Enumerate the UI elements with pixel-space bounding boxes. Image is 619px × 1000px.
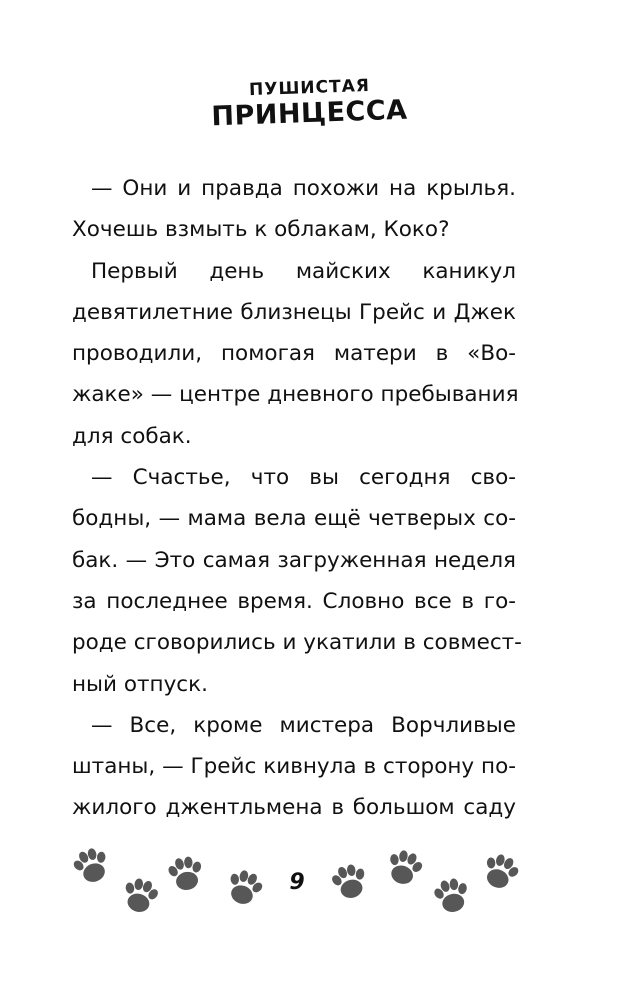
- text-line: — Все, кроме мистера Ворчливые: [91, 712, 516, 738]
- text-line: для собак.: [72, 423, 192, 449]
- text-line: — Они и правда похожи на крылья.: [91, 176, 516, 201]
- paw-print-icon: [69, 845, 114, 887]
- paw-print-icon: [430, 875, 472, 915]
- paragraph: [72, 457, 522, 705]
- text-line: проводили, помогая матери в «Во-: [72, 341, 516, 367]
- paragraph: [72, 168, 516, 251]
- text-line: девятилетние близнецы Грейс и Джек: [72, 299, 516, 325]
- text-line: Первый день майских каникул: [91, 258, 516, 284]
- text-line: роде сговорились и укатили в совмест-: [72, 630, 522, 656]
- running-header: [0, 75, 619, 133]
- text-line: Хочешь взмыть к облакам, Коко?: [72, 217, 450, 243]
- text-line: бодны, — мама вела ещё четверых со-: [72, 506, 516, 532]
- text-line: штаны, — Грейс кивнула в сторону по-: [72, 754, 516, 780]
- page-body: [72, 168, 522, 829]
- paragraph: [72, 251, 519, 457]
- paw-print-icon: [119, 875, 163, 917]
- text-line: жилого джентльмена в большом саду: [72, 795, 516, 821]
- header-title-line-1: ПУШИСТАЯ: [248, 75, 371, 101]
- paw-print-icon: [478, 849, 524, 893]
- paw-print-icon: [382, 846, 427, 889]
- text-line: ный отпуск.: [72, 671, 208, 697]
- text-line: — Счастье, что вы сегодня сво-: [91, 465, 516, 491]
- paw-print-icon: [165, 854, 206, 893]
- text-line: жаке» — центре дневного пребывания: [72, 382, 519, 408]
- page-number: 9: [289, 870, 305, 895]
- paw-print-icon: [222, 866, 267, 910]
- paw-print-icon: [328, 861, 372, 903]
- text-line: за последнее время. Словно все в го-: [72, 588, 516, 614]
- header-title-line-2: ПРИНЦЕССА: [210, 94, 409, 133]
- paragraph: [72, 705, 516, 829]
- text-line: бак. — Это самая загруженная неделя: [72, 547, 516, 573]
